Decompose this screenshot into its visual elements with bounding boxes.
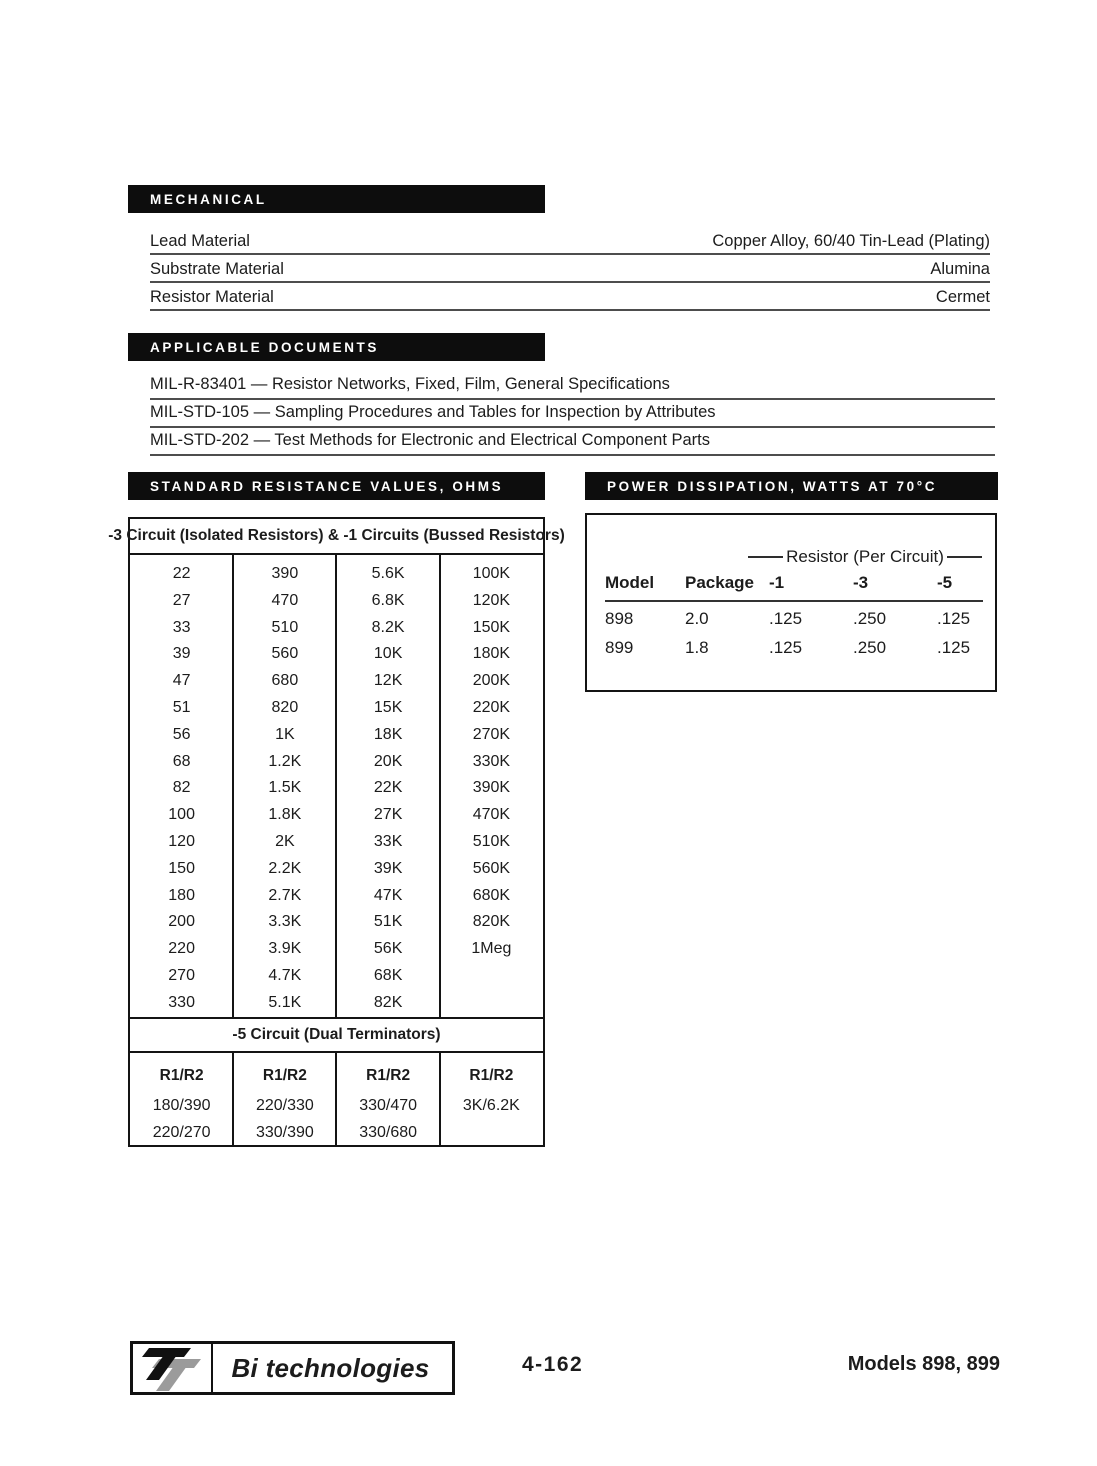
dual-value: [440, 1119, 543, 1146]
resistance-value: 33: [172, 618, 191, 636]
resistance-value: 1Meg: [471, 940, 512, 958]
brand-logo: [130, 1341, 455, 1395]
spec-value: Cermet: [935, 288, 990, 306]
column-divider: [335, 1053, 337, 1145]
resistance-header-bar: [128, 472, 545, 500]
resistance-value: 6.8K: [371, 591, 405, 609]
dual-column-header: R1/R2: [469, 1067, 514, 1084]
resistance-value: 15K: [373, 698, 403, 716]
resistance-value: 47: [172, 672, 191, 690]
resistance-value: 20K: [373, 752, 403, 770]
power-column-header: Package: [685, 573, 754, 592]
resistance-value: 270: [168, 966, 195, 984]
dual-column-header: R1/R2: [262, 1067, 307, 1084]
resistance-value: 8.2K: [371, 618, 405, 636]
spec-label: Lead Material: [150, 232, 250, 250]
resistance-value: 2.2K: [268, 859, 302, 877]
power-table: [585, 513, 997, 692]
resistance-value: 100K: [472, 565, 511, 582]
dash-rule-right: [947, 556, 982, 558]
dash-rule-left: [748, 556, 783, 558]
resistance-value: 2.7K: [268, 886, 302, 904]
resistance-value: 390: [271, 565, 299, 582]
spec-row: [150, 227, 990, 255]
power-value: .125: [769, 638, 803, 657]
resistance-value: 150K: [472, 618, 511, 636]
column-divider: [439, 555, 441, 1017]
resistance-value: 56: [172, 725, 191, 743]
document-item: MIL-STD-105 — Sampling Procedures and Tables for Inspection by Attributes: [150, 400, 995, 428]
resistance-value: 510K: [472, 832, 511, 850]
resistance-value: 56K: [373, 940, 403, 958]
resistance-header-label: STANDARD RESISTANCE VALUES, OHMS: [150, 478, 504, 494]
resistance-value: 470K: [472, 806, 511, 824]
resistance-value: 47K: [373, 886, 403, 904]
resistance-value: 2K: [275, 832, 295, 850]
resistance-value: 680K: [472, 886, 511, 904]
power-column-header: -5: [937, 573, 953, 592]
power-value: .250: [853, 609, 887, 628]
resistance-value: 82K: [373, 993, 403, 1011]
resistance-value: 100: [168, 806, 195, 824]
resistance-table: [108, 517, 565, 1147]
resistance-value: 3.3K: [268, 913, 302, 931]
document-item: MIL-STD-202 — Test Methods for Electronic and Electrical Component Parts: [150, 428, 995, 456]
power-row-0: [605, 609, 983, 629]
resistance-value: 820K: [472, 913, 511, 931]
dual-value: 180/390: [152, 1097, 211, 1114]
power-column-header: Model: [605, 573, 655, 592]
mechanical-header-label: MECHANICAL: [150, 191, 267, 207]
power-value: 2.0: [685, 609, 709, 628]
applicable-documents-header-bar: [128, 333, 545, 361]
power-value: .250: [853, 638, 887, 657]
resistance-value: 1K: [275, 725, 295, 743]
dual-terminator-title: -5 Circuit (Dual Terminators): [130, 1017, 543, 1053]
resistance-value: 39K: [373, 859, 403, 877]
column-divider: [232, 555, 234, 1017]
mechanical-header-bar: [128, 185, 545, 213]
resistance-value: 1.5K: [268, 779, 302, 797]
resistance-value: 22K: [373, 779, 403, 797]
dual-value: 330/470: [359, 1097, 418, 1114]
power-header-label: POWER DISSIPATION, WATTS AT 70°C: [607, 478, 938, 494]
resistance-value: 39: [172, 645, 191, 663]
resistance-value: [440, 963, 543, 990]
spec-row: [150, 283, 990, 311]
document-item: MIL-R-83401 — Resistor Networks, Fixed, Film, General Specifications: [150, 372, 995, 400]
resistance-value: 510: [271, 618, 299, 636]
resistance-value: 27: [172, 591, 191, 609]
resistance-value: 120K: [472, 591, 511, 609]
resistance-value: 120: [168, 832, 195, 850]
resistance-value: 220: [168, 940, 195, 958]
power-header-row: [605, 573, 983, 602]
mechanical-rows: [150, 227, 990, 311]
power-column-header: -1: [769, 573, 785, 592]
resistance-value: 1.8K: [268, 806, 302, 824]
spec-row: [150, 255, 990, 283]
power-value: 899: [605, 638, 634, 657]
resistance-value: 270K: [472, 725, 511, 743]
column-divider: [335, 555, 337, 1017]
spec-label: Substrate Material: [150, 260, 284, 278]
resistance-value: 180K: [472, 645, 511, 663]
resistance-value: 200: [168, 913, 195, 931]
dual-value: 3K/6.2K: [462, 1097, 520, 1114]
resistance-value: 51: [172, 698, 191, 716]
dual-column-header: R1/R2: [366, 1067, 411, 1084]
tf-monogram-icon: [133, 1344, 213, 1392]
power-column-header: -3: [853, 573, 869, 592]
resistance-value: 200K: [472, 672, 511, 690]
applicable-documents-list: [150, 372, 995, 456]
power-span-header: [745, 547, 985, 567]
spec-value: Copper Alloy, 60/40 Tin-Lead (Plating): [712, 232, 990, 250]
resistance-value: 3.9K: [268, 940, 302, 958]
resistance-value: 33K: [373, 832, 403, 850]
resistance-value: [440, 990, 543, 1017]
footer-models-label: Models 898, 899: [847, 1353, 1000, 1375]
power-header-bar: [585, 472, 998, 500]
resistance-value: 51K: [373, 913, 403, 931]
resistance-value: 330K: [472, 752, 511, 770]
resistance-value: 220K: [472, 698, 511, 716]
spec-value: Alumina: [930, 260, 990, 278]
spec-label: Resistor Material: [150, 288, 274, 306]
resistance-value: 150: [168, 859, 195, 877]
power-value: .125: [937, 609, 971, 628]
column-divider: [439, 1053, 441, 1145]
resistance-value: 10K: [373, 645, 403, 663]
dual-value: 220/330: [255, 1097, 314, 1114]
resistance-value: 27K: [373, 806, 403, 824]
resistance-value: 330: [168, 993, 195, 1011]
power-value: 898: [605, 609, 634, 628]
resistance-value: 5.1K: [268, 993, 302, 1011]
resistance-value: 390K: [472, 779, 511, 797]
resistance-value: 82: [172, 779, 191, 797]
resistance-value: 68K: [373, 966, 403, 984]
resistance-value: 4.7K: [268, 966, 302, 984]
resistance-value: 470: [271, 591, 299, 609]
power-value: .125: [937, 638, 971, 657]
power-value: .125: [769, 609, 803, 628]
dual-column-header: R1/R2: [159, 1067, 204, 1084]
page-number: 4-162: [522, 1353, 584, 1376]
resistance-value: 820: [271, 698, 299, 716]
dual-value: 330/680: [359, 1124, 418, 1141]
column-divider: [232, 1053, 234, 1145]
resistance-value: 560K: [472, 859, 511, 877]
resistance-value: 18K: [373, 725, 403, 743]
brand-name: Bi technologies: [231, 1352, 430, 1383]
resistance-value: 12K: [373, 672, 403, 690]
power-span-label: Resistor (Per Circuit): [786, 547, 944, 566]
resistance-value: 5.6K: [371, 565, 405, 582]
resistance-value: 560: [271, 645, 299, 663]
resistance-value: 68: [172, 752, 191, 770]
resistance-value: 180: [168, 886, 195, 904]
applicable-documents-header-label: APPLICABLE DOCUMENTS: [150, 339, 380, 355]
resistance-value: 22: [172, 565, 191, 582]
dual-value: 220/270: [152, 1124, 211, 1141]
power-row-1: [605, 638, 983, 658]
power-value: 1.8: [685, 638, 709, 657]
dual-value: 330/390: [255, 1124, 314, 1141]
resistance-value: 1.2K: [268, 752, 302, 770]
resistance-table-title: -3 Circuit (Isolated Resistors) & -1 Circuits (Bussed Resistors): [130, 519, 543, 555]
resistance-value: 680: [271, 672, 299, 690]
